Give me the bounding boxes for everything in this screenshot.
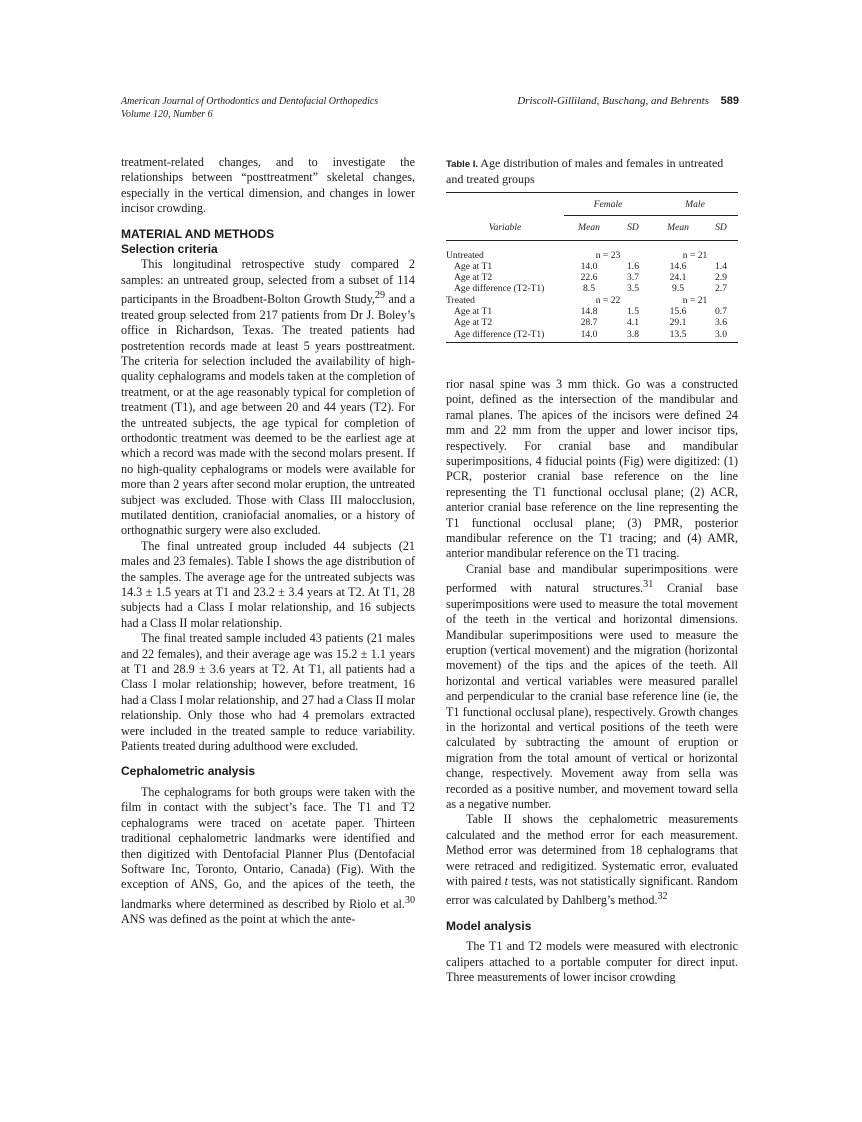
subsection-heading-model: Model analysis bbox=[446, 918, 532, 933]
table-row: Age at T2 28.7 4.1 29.1 3.6 bbox=[454, 317, 727, 329]
table-caption: Table I. Age distribution of males and females in untreated and treated groups bbox=[446, 156, 724, 186]
intro-paragraph-tail: treatment-related changes, and to investigate the relationships between “posttreatment” skeletal changes, especially in the vertical dimension, and changes in lower incisor crowding. bbox=[121, 155, 415, 216]
journal-volume: Volume 120, Number 6 bbox=[121, 109, 213, 120]
table-1 bbox=[446, 156, 738, 343]
header-mean-male: Mean bbox=[652, 216, 704, 240]
table-row: Age at T1 14.8 1.5 15.6 0.7 bbox=[454, 306, 727, 318]
page-header bbox=[121, 96, 739, 126]
paragraph-landmarks: rior nasal spine was 3 mm thick. Go was a constructed point, defined as the intersection of the mandibular and ramal planes. The apices of the incisors were defined 24 mm and 22 mm from the upper and lower incisor tips, respectively. For cranial base and mandibular superimpositions, 4 fiducial points (Fig) were digitized: (1) PCR, posterior cranial base reference on the line representing the T1 functional occlusal plane; (2) ACR, anterior cranial base reference on the line representing the T1 functional occlusal plane; (3) PMR, posterior mandibular reference on the T1 tracing; and (4) AMR, anterior mandibular reference on the T1 tracing. bbox=[446, 377, 738, 561]
paragraph-untreated-group: The final untreated group included 44 subjects (21 males and 23 females). Table I shows the age distribution of the samples. The average age for the untreated subjects was 14.3 ± 1.5 years at T1 and 23.2 ± 3.4 years at T2. At T1, 28 subjects had a Class I molar relationship, and 16 subjects had a Class II molar relationship. bbox=[121, 538, 415, 630]
reference-30: 30 bbox=[404, 894, 415, 906]
header-sd-male: SD bbox=[704, 216, 738, 240]
table-row: Age at T1 14.0 1.6 14.6 1.4 bbox=[454, 260, 727, 272]
table-row: Age at T2 22.6 3.7 24.1 2.9 bbox=[454, 272, 727, 284]
header-variable: Variable bbox=[446, 216, 564, 240]
header-male: Male bbox=[652, 199, 738, 216]
subsection-heading-cephalometric: Cephalometric analysis bbox=[121, 764, 256, 779]
paragraph-model-analysis: The T1 and T2 models were measured with electronic calipers attached to a portable computer for direct input. Three measurements of lower incisor crowding bbox=[446, 939, 738, 985]
table-row: Age difference (T2-T1) 8.5 3.5 9.5 2.7 bbox=[454, 283, 727, 295]
paragraph-selection-criteria: This longitudinal retrospective study compared 2 samples: an untreated group, selected from a subset of 114 participants in the Broadbent-Bolton Growth Study,$^{29}$ and a treated group selected from 217 patients from Dr J. Boley’s office in Richardson, Texas. The treated patients had postretention records made at least 5 years posttreatment. The criteria for selection included the availability of high-quality cephalograms and models taken at the completion of treatment, or at the age reasonably typical for completion of treatment (T1), and age between 20 and 44 years (T2). For the untreated subjects, the age typical for completion of orthodontic treatment was deemed to be the earliest age at which a record was made with the second molars present. If no high-quality cephalograms or models were available for more than 2 years after second molar eruption, the untreated subject was excluded. Those with Class III malocclusion, mutilated dentition, craniofacial anomalies, or a history of orthognathic surgery were also excluded. bbox=[121, 257, 415, 538]
reference-31: 31 bbox=[643, 579, 654, 591]
paragraph-method-error: Table II shows the cephalometric measurements calculated and the method error for each measurement. Method error was determined from 18 cephalograms that were retraced and redigitized. Systematic error, evaluated with paired t tests, was not statistically significant. Random error was calculated by Dahlberg’s method.$^{32}$ bbox=[446, 812, 738, 908]
header-sd-female: SD bbox=[614, 216, 652, 240]
paragraph-treated-sample: The final treated sample included 43 patients (21 males and 22 females), and their average age was 15.2 ± 1.1 years at T1 and 28.9 ± 3.6 years at T2. At T1, all patients had a Class I molar relationship; however, before treatment, 16 had a Class I molar relationship, and 27 had a Class II molar relationship. Only those who had 4 premolars extracted were included in the treated sample to reduce variability. Patients treated during adulthood were excluded. bbox=[121, 631, 415, 754]
subsection-heading-selection: Selection criteria bbox=[121, 242, 218, 257]
right-column bbox=[446, 377, 738, 986]
page-number: 589 bbox=[720, 95, 739, 107]
left-column bbox=[121, 155, 415, 928]
paragraph-superimpositions: Cranial base and mandibular superimpositions were performed with natural structures.$^{31}$ Cranial base superimpositions were used to measure the total movement of the teeth in the vertical and horizontal dimensions. Mandibular superimpositions were used to measure the eruption (vertical movement) and the migration (horizontal movement) of the tips and the apices of the teeth. All horizontal and vertical variables were measured parallel and perpendicular to the cranial base reference line (ie, the T1 functional occlusal plane), respectively. Growth changes in the horizontal and vertical positions of the teeth were calculated by subtracting the amount of eruption or migration from the total amount of vertical or horizontal change, respectively. Movement away from sella was recorded as a positive number, and movement toward sella as a negative number. bbox=[446, 561, 738, 812]
table-row-untreated: Untreated n = 23 n = 21 bbox=[446, 249, 708, 261]
table-row-treated: Treated n = 22 n = 21 bbox=[446, 294, 708, 306]
reference-32: 32 bbox=[657, 891, 668, 903]
running-head-authors: Driscoll-Gilliland, Buschang, and Behrents bbox=[517, 95, 709, 107]
journal-title: American Journal of Orthodontics and Dentofacial Orthopedics bbox=[121, 96, 379, 107]
header-mean-female: Mean bbox=[564, 216, 614, 240]
age-distribution-table bbox=[446, 192, 738, 343]
table-row: Age difference (T2-T1) 14.0 3.8 13.5 3.0 bbox=[446, 329, 738, 343]
reference-29: 29 bbox=[374, 290, 386, 302]
section-heading-methods: MATERIAL AND METHODS bbox=[121, 226, 275, 241]
table-label: Table I. bbox=[446, 159, 479, 170]
header-female: Female bbox=[564, 199, 652, 216]
paragraph-cephalometric: The cephalograms for both groups were taken with the film in contact with the subject’s face. The T1 and T2 cephalograms were traced on acetate paper. Thirteen traditional cephalometric landmarks were identified and then digitized with Dentofacial Planner Plus (Dentofacial Software Inc, Toronto, Ontario, Canada) (Fig). With the exception of ANS, Go, and the apices of the teeth, the landmarks where determined as described by Riolo et al.$^{30}$ ANS was defined as the point at which the ante- bbox=[121, 784, 415, 927]
